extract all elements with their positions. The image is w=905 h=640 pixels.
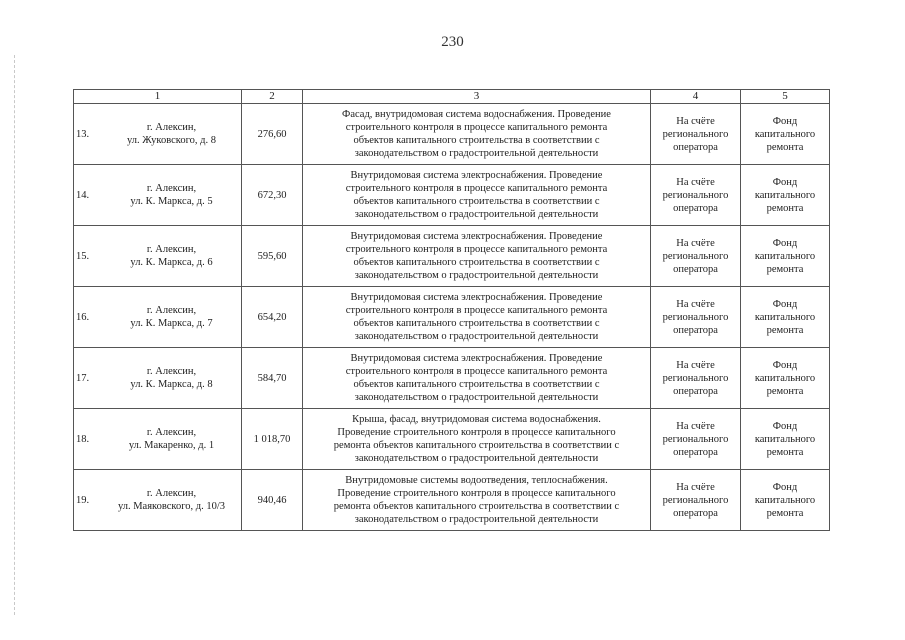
works-line: законодательством о градостроительной деятельности (354, 392, 599, 403)
fund-line: капитального (754, 372, 816, 384)
works-line: Фасад, внутридомовая система водоснабжения. Проведение (342, 109, 611, 120)
table-row (74, 409, 830, 470)
account-cell (651, 165, 741, 226)
header-col-5: 5 (741, 90, 830, 104)
table-row (74, 165, 830, 226)
fund-line: ремонта (766, 385, 804, 397)
account-line: регионального (662, 372, 729, 384)
works-cell (303, 287, 651, 348)
account-line: оператора (673, 141, 718, 153)
account-line: На счёте (676, 420, 715, 432)
account-cell (651, 226, 741, 287)
address-cell-wrap (76, 121, 239, 147)
fund-cell (741, 409, 830, 470)
works-line: Крыша, фасад, внутридомовая система водоснабжения. (352, 414, 601, 425)
account-line: оператора (673, 202, 718, 214)
fund-line: Фонд (772, 481, 798, 493)
works-line: строительного контроля в процессе капитального ремонта (345, 122, 608, 133)
row-number: 13. (76, 128, 90, 140)
address-city: г. Алексин, (146, 183, 197, 194)
row-number: 14. (76, 189, 90, 201)
works-line: законодательством о градостроительной деятельности (354, 209, 599, 220)
address-street: ул. Макаренко, д. 1 (128, 440, 215, 451)
fund-line: капитального (754, 189, 816, 201)
works-line: Внутридомовая система электроснабжения. Проведение (350, 170, 603, 181)
account-line: оператора (673, 446, 718, 458)
works-cell (303, 165, 651, 226)
fund-line: капитального (754, 250, 816, 262)
address-cell (74, 409, 242, 470)
address-city: г. Алексин, (146, 305, 197, 316)
account-line: оператора (673, 263, 718, 275)
header-row (74, 90, 830, 104)
account-line: На счёте (676, 237, 715, 249)
area-cell: 654,20 (242, 287, 303, 348)
account-line: регионального (662, 311, 729, 323)
works-line: Внутридомовая система электроснабжения. Проведение (350, 231, 603, 242)
fund-line: ремонта (766, 263, 804, 275)
area-cell: 940,46 (242, 470, 303, 531)
works-line: объектов капитального строительства в соответствии с (353, 135, 600, 146)
account-line: регионального (662, 433, 729, 445)
fund-line: капитального (754, 494, 816, 506)
table-row (74, 287, 830, 348)
works-line: ремонта объектов капитального строительства в соответствии с (333, 501, 620, 512)
works-line: объектов капитального строительства в соответствии с (353, 257, 600, 268)
address-street: ул. К. Маркса, д. 6 (130, 257, 213, 268)
fund-line: ремонта (766, 324, 804, 336)
address-street: ул. К. Маркса, д. 8 (130, 379, 213, 390)
area-cell: 672,30 (242, 165, 303, 226)
account-line: На счёте (676, 481, 715, 493)
address-city: г. Алексин, (146, 427, 197, 438)
works-line: объектов капитального строительства в соответствии с (353, 318, 600, 329)
account-line: На счёте (676, 298, 715, 310)
address-cell-wrap (76, 243, 239, 269)
works-line: законодательством о градостроительной деятельности (354, 331, 599, 342)
area-cell: 276,60 (242, 104, 303, 165)
fund-cell (741, 226, 830, 287)
address-cell (74, 104, 242, 165)
works-line: законодательством о градостроительной деятельности (354, 270, 599, 281)
table-row (74, 470, 830, 531)
account-cell (651, 348, 741, 409)
address-street: ул. Жуковского, д. 8 (126, 135, 216, 146)
works-line: объектов капитального строительства в соответствии с (353, 379, 600, 390)
fund-line: Фонд (772, 298, 798, 310)
table-row (74, 348, 830, 409)
account-cell (651, 104, 741, 165)
header-col-4: 4 (651, 90, 741, 104)
fund-line: капитального (754, 128, 816, 140)
account-line: На счёте (676, 359, 715, 371)
address-street: ул. К. Маркса, д. 7 (130, 318, 213, 329)
address (104, 365, 239, 391)
page-number: 230 (441, 34, 464, 50)
works-line: строительного контроля в процессе капитального ремонта (345, 305, 608, 316)
account-line: На счёте (676, 115, 715, 127)
address (104, 304, 239, 330)
fund-cell (741, 470, 830, 531)
row-number: 17. (76, 372, 90, 384)
fund-line: ремонта (766, 446, 804, 458)
fund-line: ремонта (766, 202, 804, 214)
address-cell-wrap (76, 304, 239, 330)
fund-line: Фонд (772, 237, 798, 249)
account-line: оператора (673, 324, 718, 336)
works-cell (303, 104, 651, 165)
address-cell-wrap (76, 182, 239, 208)
address (104, 243, 239, 269)
works-line: законодательством о градостроительной деятельности (354, 514, 599, 525)
fund-line: ремонта (766, 507, 804, 519)
address-city: г. Алексин, (146, 244, 197, 255)
area-cell: 595,60 (242, 226, 303, 287)
address-cell-wrap (76, 487, 239, 513)
account-line: регионального (662, 128, 729, 140)
header-col-2: 2 (242, 90, 303, 104)
address-cell (74, 470, 242, 531)
area-cell: 1 018,70 (242, 409, 303, 470)
address-city: г. Алексин, (146, 488, 197, 499)
account-cell (651, 409, 741, 470)
address-city: г. Алексин, (146, 366, 197, 377)
works-line: Внутридомовая система электроснабжения. Проведение (350, 292, 603, 303)
fund-line: Фонд (772, 359, 798, 371)
account-line: регионального (662, 189, 729, 201)
address-cell (74, 226, 242, 287)
works-line: Проведение строительного контроля в процессе капитального (337, 427, 616, 438)
header-col-3: 3 (303, 90, 651, 104)
fund-cell (741, 165, 830, 226)
fund-cell (741, 287, 830, 348)
fund-line: Фонд (772, 176, 798, 188)
fund-line: Фонд (772, 420, 798, 432)
works-line: Проведение строительного контроля в процессе капитального (337, 488, 616, 499)
fund-line: Фонд (772, 115, 798, 127)
address (104, 426, 239, 452)
works-line: законодательством о градостроительной деятельности (354, 148, 599, 159)
table-row (74, 226, 830, 287)
table-body (74, 104, 830, 531)
fund-line: капитального (754, 311, 816, 323)
works-line: строительного контроля в процессе капитального ремонта (345, 244, 608, 255)
address-street: ул. Маяковского, д. 10/3 (117, 501, 226, 512)
account-cell (651, 287, 741, 348)
works-cell (303, 348, 651, 409)
row-number: 19. (76, 494, 90, 506)
fund-cell (741, 348, 830, 409)
row-number: 15. (76, 250, 90, 262)
works-cell (303, 409, 651, 470)
fund-line: капитального (754, 433, 816, 445)
header-col-1: 1 (74, 90, 242, 104)
address-cell-wrap (76, 365, 239, 391)
works-cell (303, 226, 651, 287)
account-line: регионального (662, 250, 729, 262)
fund-line: ремонта (766, 141, 804, 153)
address-street: ул. К. Маркса, д. 5 (130, 196, 213, 207)
address-cell-wrap (76, 426, 239, 452)
address-cell (74, 287, 242, 348)
address (104, 487, 239, 513)
address (104, 121, 239, 147)
works-line: объектов капитального строительства в соответствии с (353, 196, 600, 207)
account-line: На счёте (676, 176, 715, 188)
row-number: 16. (76, 311, 90, 323)
area-cell: 584,70 (242, 348, 303, 409)
works-line: законодательством о градостроительной деятельности (354, 453, 599, 464)
table-row (74, 104, 830, 165)
account-cell (651, 470, 741, 531)
row-number: 18. (76, 433, 90, 445)
address-cell (74, 165, 242, 226)
margin-scan-marks (14, 55, 17, 615)
address-city: г. Алексин, (146, 122, 197, 133)
address-cell (74, 348, 242, 409)
works-line: ремонта объектов капитального строительства в соответствии с (333, 440, 620, 451)
fund-cell (741, 104, 830, 165)
works-cell (303, 470, 651, 531)
account-line: оператора (673, 385, 718, 397)
works-line: строительного контроля в процессе капитального ремонта (345, 366, 608, 377)
works-line: строительного контроля в процессе капитального ремонта (345, 183, 608, 194)
works-line: Внутридомовая система электроснабжения. Проведение (350, 353, 603, 364)
account-line: оператора (673, 507, 718, 519)
capital-repair-table (73, 89, 830, 531)
works-line: Внутридомовые системы водоотведения, теплоснабжения. (345, 475, 608, 486)
account-line: регионального (662, 494, 729, 506)
address (104, 182, 239, 208)
